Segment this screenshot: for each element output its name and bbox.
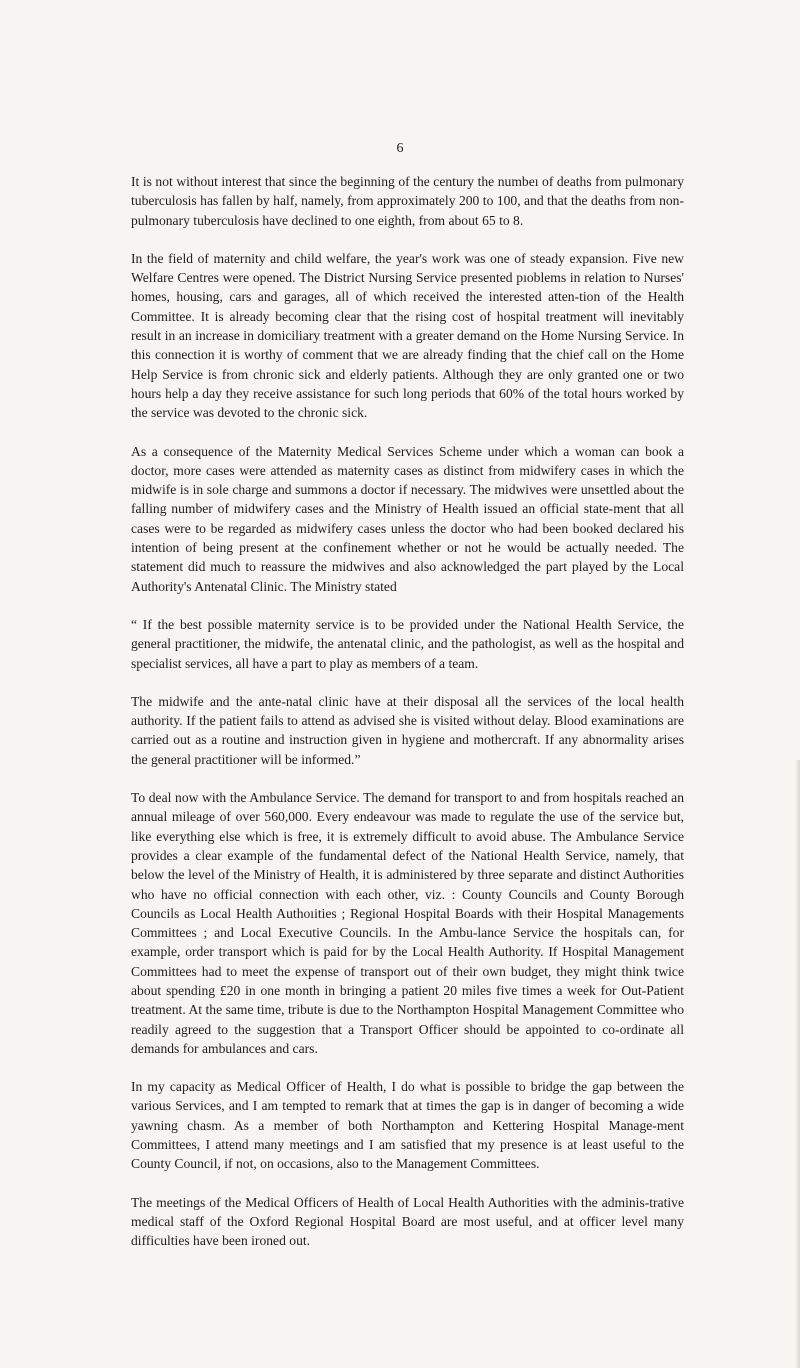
- page-edge-shadow: [795, 760, 800, 1368]
- paragraph-tuberculosis: It is not without interest that since the beginning of the century the numbeı of deaths from pulmonary tuberculosis has fallen by half, namely, from approximately 200 to 100, and that the deaths from non-pulmonary tuberculosis have declined to one eighth, from about 65 to 8.: [131, 174, 684, 228]
- paragraph-medical-officer-capacity: In my capacity as Medical Officer of Health, I do what is possible to bridge the gap between the various Services, and I am tempted to remark that at times the gap is in danger of becoming a wide yawning chasm. As a member of both Northampton and Kettering Hospital Manage-ment Committees, I attend many meetings and I am satisfied that my presence is at least useful to the County Council, if not, on occasions, also to the Management Committees.: [131, 1079, 684, 1172]
- paragraph-regional-hospital-board: The meetings of the Medical Officers of Health of Local Health Authorities with the adminis-trative medical staff of the Oxford Regional Hospital Board are most useful, and at officer level many difficulties have been ironed out.: [131, 1194, 684, 1249]
- paragraph-ambulance-service: To deal now with the Ambulance Service. The demand for transport to and from hospitals reached an annual mileage of over 560,000. Every endeavour was made to regulate the use of the service but, like everything else which is free, it is extremely difficult to avoid abuse. The Ambulance Service provides a clear example of the fundamental defect of the National Health Service, namely, that below the level of the Ministry of Health, it is administered by three separate and distinct Authorities who have no official connection with each other, viz. : County Councils and County Borough Councils as Local Health Authoıities ; Regional Hospital Boards with their Hospital Managements Committees ; and Local Executive Councils. In the Ambu-lance Service the hospitals can, for example, order transport which is paid for by the Local Health Authority. If Hospital Management Committees had to meet the expense of transport out of their own budget, they might think twice about spending £20 in one month in bringing a patient 20 miles five times a week for Out-Patient treatment. At the same time, tribute is due to the Northampton Hospital Management Committee who readily agreed to the suggestion that a Transport Officer should be appointed to co-ordinate all demands for ambulances and cars.: [131, 790, 684, 1056]
- paragraph-maternity-medical-services: As a consequence of the Maternity Medical Services Scheme under which a woman can book a doctor, more cases were attended as maternity cases as distinct from midwifery cases in which the midwife is in sole charge and summons a doctor if necessary. The midwives were unsettled about the falling number of midwifery cases and the Ministry of Health issued an official state-ment that all cases were to be regarded as midwifery cases unless the doctor who had been booked declared his intention of being present at the confinement whether or not he would be actually needed. The statement did much to reassure the midwives and also acknowledged the part played by the Local Authority's Antenatal Clinic. The Ministry stated: [131, 443, 684, 594]
- paragraph-ministry-quote: “ If the best possible maternity service is to be provided under the National Health Service, the general practitioner, the midwife, the antenatal clinic, and the pathologist, as well as the hospital and specialist services, all have a part to play as members of a team.: [131, 616, 684, 671]
- body-text: [131, 172, 684, 1270]
- paragraph-ministry-quote-continued: The midwife and the ante-natal clinic have at their disposal all the services of the local health authority. If the patient fails to attend as advised she is visited without delay. Blood examinations are carried out as a routine and instruction given in hygiene and mothercraft. If any abnormality arises the general practitioner will be informed.”: [131, 693, 684, 767]
- page-number: 6: [396, 141, 404, 156]
- paragraph-maternity-child-welfare: In the field of maternity and child welfare, the year's work was one of steady expansion. Five new Welfare Centres were opened. The District Nursing Service presented pıoblems in relation to Nurses' homes, housing, cars and garages, all of which received the interested atten-tion of the Health Committee. It is already becoming clear that the rising cost of hospital treatment will inevitably result in an increase in domiciliary treatment with a greater demand on the Home Nursing Service. In this connection it is worthy of comment that we are already finding that the chief call on the Home Help Service is from chronic sick and elderly patients. Although they are only granted one or two hours help a day they receive assistance for such long periods that 60% of the total hours worked by the service was devoted to the chronic sick.: [131, 250, 684, 421]
